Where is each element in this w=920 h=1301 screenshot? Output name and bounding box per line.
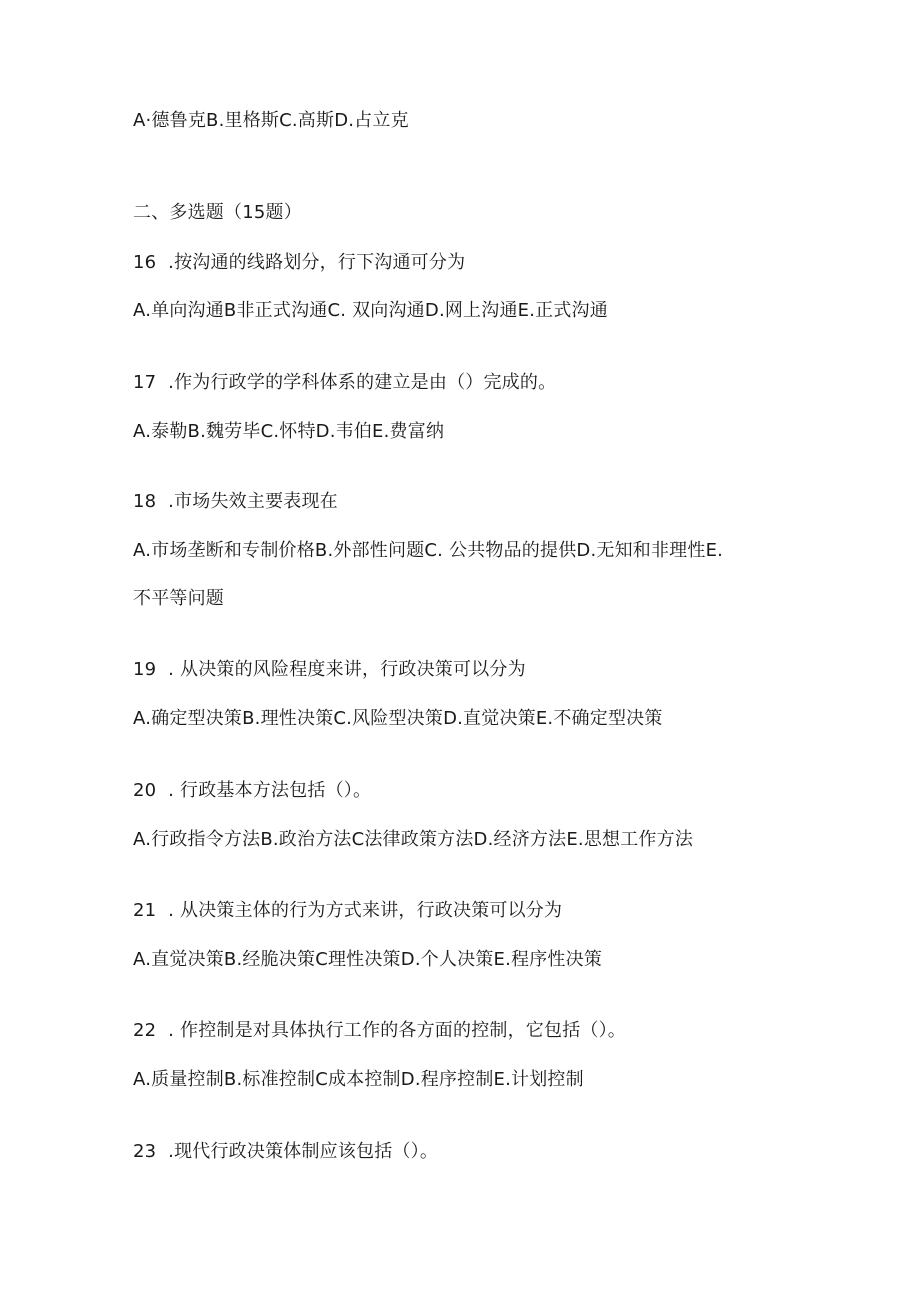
q17-stem: 17 .作为行政学的学科体系的建立是由（）完成的。 xyxy=(133,372,557,393)
q22-options: A.质量控制B.标准控制C成本控制D.程序控制E.计划控制 xyxy=(133,1069,584,1090)
q18-options: A.市场垄断和专制价格B.外部性问题C. 公共物品的提供D.无知和非理性E. xyxy=(133,540,724,561)
q21-stem: 21 . 从决策主体的行为方式来讲，行政决策可以分为 xyxy=(133,900,563,921)
q23-stem: 23 .现代行政决策体制应该包括（）。 xyxy=(133,1141,439,1162)
q20-options: A.行政指令方法B.政治方法C法律政策方法D.经济方法E.思想工作方法 xyxy=(133,829,694,850)
q15-options: A·德鲁克B.里格斯C.高斯D.占立克 xyxy=(133,110,409,131)
q18-options-continued: 不平等问题 xyxy=(133,588,224,609)
q20-stem: 20 . 行政基本方法包括（）。 xyxy=(133,780,372,801)
q16-options: A.单向沟通B非正式沟通C. 双向沟通D.网上沟通E.正式沟通 xyxy=(133,300,608,321)
q16-stem: 16 .按沟通的线路划分，行下沟通可分为 xyxy=(133,252,466,273)
q19-stem: 19 . 从决策的风险程度来讲，行政决策可以分为 xyxy=(133,659,526,680)
section-heading: 二、多选题（15题） xyxy=(133,202,302,223)
q21-options: A.直觉决策B.经脆决策C理性决策D.个人决策E.程序性决策 xyxy=(133,949,603,970)
q18-stem: 18 .市场失效主要表现在 xyxy=(133,491,338,512)
q17-options: A.泰勒B.魏劳毕C.怀特D.韦伯E.费富纳 xyxy=(133,421,445,442)
q19-options: A.确定型决策B.理性决策C.风险型决策D.直觉决策E.不确定型决策 xyxy=(133,708,663,729)
q22-stem: 22 . 作控制是对具体执行工作的各方面的控制，它包括（）。 xyxy=(133,1020,626,1041)
